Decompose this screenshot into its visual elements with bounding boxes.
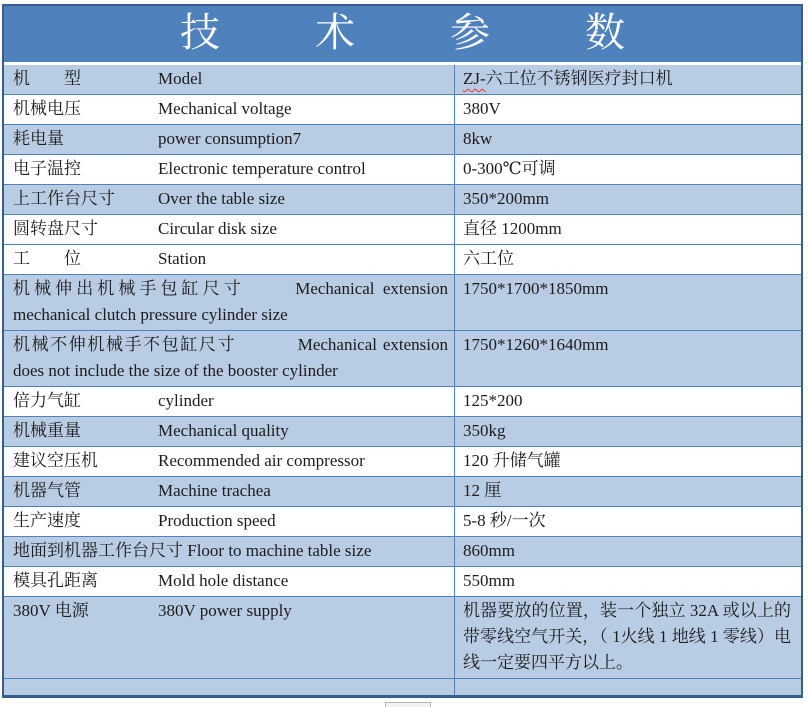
table-row	[4, 596, 801, 678]
label-en-cell: Mold hole distance	[158, 571, 289, 590]
table-row-merged	[4, 330, 801, 386]
table-row	[4, 184, 801, 214]
value-cell: 350kg	[454, 417, 801, 446]
label-en-cell: Circular disk size	[158, 219, 277, 238]
label-zh-cell	[4, 679, 154, 695]
value-cell: 380V	[454, 95, 801, 124]
label-en-cell: Machine trachea	[158, 481, 271, 500]
label-merged-cell: 机械不伸机械手不包缸尺寸 Mechanical extension does not include the size of the booster cylinder	[13, 335, 448, 380]
table-row-empty	[4, 678, 801, 695]
value-cell: 550mm	[454, 567, 801, 596]
value-cell: 六工位	[454, 245, 801, 274]
table-row-merged	[4, 274, 801, 330]
label-zh-cell: 机器气管	[13, 481, 81, 500]
label-zh-cell: 生产速度	[13, 511, 81, 530]
table-title: 技 术 参 数	[4, 6, 801, 65]
label-zh-cell: 倍力气缸	[13, 391, 81, 410]
table-row	[4, 65, 801, 94]
table-row	[4, 94, 801, 124]
label-en-cell: Production speed	[158, 511, 276, 530]
value-cell: 12 厘	[454, 477, 801, 506]
value-cell	[454, 679, 801, 695]
value-cell: 1750*1260*1640mm	[454, 331, 801, 386]
label-en-cell: Model	[158, 69, 203, 88]
value-cell: 120 升储气罐	[454, 447, 801, 476]
table-row	[4, 154, 801, 184]
label-zh-cell: 建议空压机	[13, 451, 98, 470]
table-row	[4, 446, 801, 476]
spellcheck-squiggle: ZJ-	[463, 69, 486, 88]
value-cell: 350*200mm	[454, 185, 801, 214]
label-zh-cell: 上工作台尺寸	[13, 189, 115, 208]
label-en-cell: Electronic temperature control	[158, 159, 366, 178]
table-row	[4, 416, 801, 446]
label-en-cell: Station	[158, 249, 207, 268]
label-zh-cell: 圆转盘尺寸	[13, 219, 98, 238]
label-zh-cell: 机械重量	[13, 421, 81, 440]
value-cell: 860mm	[454, 537, 801, 566]
label-merged-cell: 机械伸出机械手包缸尺寸 Mechanical extension mechanical clutch pressure cylinder size	[13, 279, 448, 324]
table-row	[4, 124, 801, 154]
table-body	[4, 65, 801, 695]
value-cell: ZJ-六工位不锈钢医疗封口机	[454, 65, 801, 94]
label-en-cell: power consumption7	[158, 129, 302, 148]
label-zh-cell: 电子温控	[13, 159, 81, 178]
table-row-merged	[4, 536, 801, 566]
label-en-cell: Recommended air compressor	[158, 451, 365, 470]
label-en-cell: Mechanical quality	[158, 421, 289, 440]
label-zh-cell: 模具孔距离	[13, 571, 98, 590]
label-en-cell	[154, 679, 454, 695]
label-zh-cell: 机械电压	[13, 99, 81, 118]
label-zh-cell: 机 型	[13, 69, 81, 88]
value-cell: 0-300℃可调	[454, 155, 801, 184]
label-en-cell: Over the table size	[158, 189, 285, 208]
value-cell: 机器要放的位置，装一个独立 32A 或以上的带零线空气开关，（ 1火线 1 地线 1 零线）电线一定要四平方以上。	[454, 597, 801, 678]
value-cell: 8kw	[454, 125, 801, 154]
label-zh-cell: 380V 电源	[13, 601, 89, 620]
table-row	[4, 214, 801, 244]
table-row	[4, 244, 801, 274]
spec-table	[2, 4, 803, 698]
table-resize-handle[interactable]	[385, 702, 431, 707]
value-cell: 125*200	[454, 387, 801, 416]
table-row	[4, 476, 801, 506]
label-en-cell: Mechanical voltage	[158, 99, 292, 118]
label-merged-cell: 地面到机器工作台尺寸 Floor to machine table size	[13, 541, 372, 560]
value-cell: 1750*1700*1850mm	[454, 275, 801, 330]
table-row	[4, 506, 801, 536]
label-zh-cell: 耗电量	[13, 129, 64, 148]
label-en-cell: cylinder	[158, 391, 214, 410]
table-row	[4, 386, 801, 416]
table-row	[4, 566, 801, 596]
value-cell: 5-8 秒/一次	[454, 507, 801, 536]
label-zh-cell: 工 位	[13, 249, 81, 268]
label-en-cell: 380V power supply	[158, 601, 292, 620]
value-cell: 直径 1200mm	[454, 215, 801, 244]
